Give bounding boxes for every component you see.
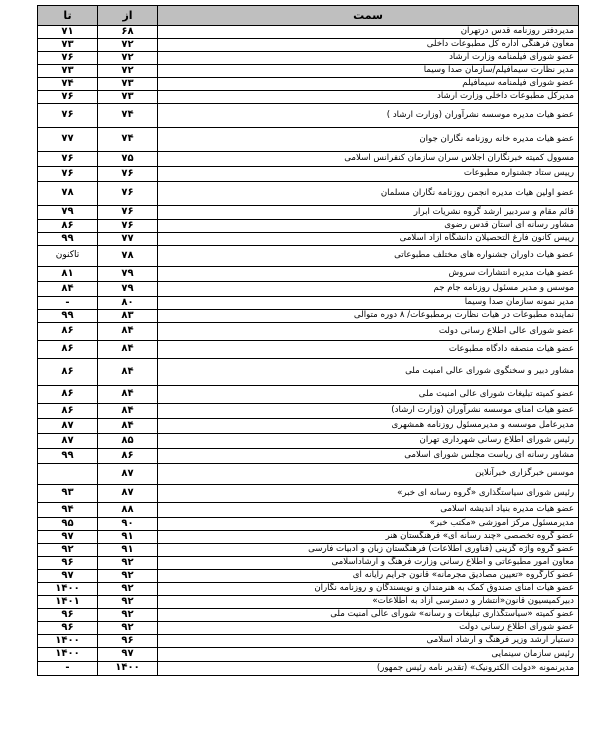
position-title: عضو هیات مدیره خانه روزنامه نگاران جوان: [158, 128, 579, 152]
position-title: موسس خبرگزاری خبرآنلاین: [158, 464, 579, 485]
to-year: ۷۴: [38, 78, 98, 91]
position-title: مسوول کمیته خبرنگاران اجلاس سران سازمان کنفرانس اسلامی: [158, 152, 579, 167]
position-title: دبیرکمیسیون قانون«انتشار و دسترسی آزاد به اطلاعات»: [158, 596, 579, 609]
position-title: مدیرنمونه «دولت الکترونیک» (تقدیر نامه رئیس جمهور): [158, 662, 579, 676]
from-year: ۷۲: [98, 39, 158, 52]
from-year: ۷۸: [98, 246, 158, 267]
table-row: [38, 648, 579, 662]
to-year: ۷۳: [38, 39, 98, 52]
position-title: عضو هیات امنای موسسه نشرآوران (وزارت ارشاد): [158, 404, 579, 419]
from-year: ۸۳: [98, 310, 158, 323]
to-year: ۸۷: [38, 419, 98, 434]
position-title: مشاور دبیر و سخنگوی شورای عالی امنیت ملی: [158, 359, 579, 386]
from-year: ۹۲: [98, 557, 158, 570]
position-title: رئیس شورای سیاستگذاری «گروه رسانه ای خبر»: [158, 485, 579, 503]
table-row: [38, 570, 579, 583]
table-row: [38, 518, 579, 531]
from-year: ۷۵: [98, 152, 158, 167]
table-row: [38, 323, 579, 341]
position-title: رییس کانون فارغ التحصیلان دانشگاه آزاد اسلامی: [158, 233, 579, 246]
to-year: ۹۹: [38, 233, 98, 246]
from-year: ۷۴: [98, 128, 158, 152]
table-row: [38, 220, 579, 233]
to-year: ۷۷: [38, 128, 98, 152]
position-title: مدیر نمونه سازمان صدا وسیما: [158, 297, 579, 310]
to-year: ۱۴۰۰: [38, 583, 98, 596]
table-row: [38, 596, 579, 609]
to-year: ۷۸: [38, 182, 98, 206]
table-row: [38, 503, 579, 518]
from-year: ۸۸: [98, 503, 158, 518]
table-row: [38, 182, 579, 206]
to-year: ۷۶: [38, 152, 98, 167]
table-row: [38, 206, 579, 220]
table-row: [38, 297, 579, 310]
position-title: مشاور رسانه ای آستان قدس رضوی: [158, 220, 579, 233]
position-title: مدیرمسئول مرکز آموزشی «مکتب خبر»: [158, 518, 579, 531]
position-title: مدیرعامل موسسه و مدیرمسئول روزنامه همشهری: [158, 419, 579, 434]
from-year: ۷۶: [98, 182, 158, 206]
from-year: ۸۴: [98, 341, 158, 359]
from-year: ۶۸: [98, 26, 158, 39]
from-year: ۹۲: [98, 570, 158, 583]
position-title: مدیرکل مطبوعات داخلی وزارت ارشاد: [158, 91, 579, 104]
table-row: [38, 341, 579, 359]
table-row: [38, 65, 579, 78]
position-title: عضو گروه تخصصی «چند رسانه ای» فرهنگستان هنر: [158, 531, 579, 544]
from-year: ۷۴: [98, 104, 158, 128]
position-title: مدیر نظارت سیمافیلم/سازمان صدا وسیما: [158, 65, 579, 78]
from-year: ۸۷: [98, 485, 158, 503]
positions-table: [37, 5, 579, 676]
table-row: [38, 635, 579, 648]
from-year: ۸۰: [98, 297, 158, 310]
header-from: از: [98, 6, 158, 26]
position-title: رئیس سازمان سینمایی: [158, 648, 579, 662]
position-title: موسس و مدیر مسئول روزنامه جام جم: [158, 282, 579, 297]
to-year: ۹۹: [38, 449, 98, 464]
from-year: ۷۶: [98, 206, 158, 220]
position-title: مدیردفتر روزنامه قدس درتهران: [158, 26, 579, 39]
position-title: رئیس شورای اطلاع رسانی شهرداری تهران: [158, 434, 579, 449]
header-row: [38, 6, 579, 26]
to-year: [38, 464, 98, 485]
table-row: [38, 544, 579, 557]
from-year: ۹۱: [98, 531, 158, 544]
to-year: ۸۱: [38, 267, 98, 282]
table-row: [38, 449, 579, 464]
table-row: [38, 26, 579, 39]
from-year: ۷۶: [98, 167, 158, 182]
to-year: ۹۴: [38, 503, 98, 518]
to-year: ۸۴: [38, 282, 98, 297]
table-header: [38, 6, 579, 26]
to-year: ۸۶: [38, 323, 98, 341]
table-row: [38, 128, 579, 152]
header-to: تا: [38, 6, 98, 26]
to-year: ۱۴۰۰: [38, 648, 98, 662]
to-year: ۸۶: [38, 386, 98, 404]
table-row: [38, 359, 579, 386]
to-year: ۹۶: [38, 557, 98, 570]
to-year: ۱۴۰۱: [38, 596, 98, 609]
from-year: ۸۴: [98, 386, 158, 404]
from-year: ۷۷: [98, 233, 158, 246]
to-year: ۹۲: [38, 544, 98, 557]
from-year: ۷۹: [98, 282, 158, 297]
from-year: ۷۳: [98, 78, 158, 91]
position-title: عضو گروه واژه گزینی (فناوری اطلاعات) فرهنگستان زبان و ادبیات فارسی: [158, 544, 579, 557]
to-year: -: [38, 297, 98, 310]
table-row: [38, 152, 579, 167]
position-title: عضو هیات مدیره موسسه نشرآوران (وزارت ارشاد ): [158, 104, 579, 128]
position-title: معاون امور مطبوعاتی و اطلاع رسانی وزارت فرهنگ و ارشاداسلامی: [158, 557, 579, 570]
position-title: عضو کارگروه «تعیین مصادیق مجرمانه» قانون جرایم رایانه ای: [158, 570, 579, 583]
from-year: ۸۴: [98, 419, 158, 434]
to-year: ۸۶: [38, 220, 98, 233]
table-row: [38, 583, 579, 596]
table-row: [38, 419, 579, 434]
from-year: ۹۷: [98, 648, 158, 662]
from-year: ۷۹: [98, 267, 158, 282]
position-title: قائم مقام و سردبیر ارشد گروه نشریات ابرار: [158, 206, 579, 220]
from-year: ۷۲: [98, 52, 158, 65]
to-year: ۹۳: [38, 485, 98, 503]
position-title: عضو شورای فیلمنامه سیمافیلم: [158, 78, 579, 91]
position-title: نماینده مطبوعات در هیات نظارت برمطبوعات/ ۸ دوره متوالی: [158, 310, 579, 323]
position-title: عضو کمیته تبلیغات شورای عالی امنیت ملی: [158, 386, 579, 404]
table-row: [38, 310, 579, 323]
from-year: ۸۴: [98, 323, 158, 341]
from-year: ۷۶: [98, 220, 158, 233]
to-year: -: [38, 662, 98, 676]
from-year: ۸۴: [98, 359, 158, 386]
position-title: رییس ستاد جشنواره مطبوعات: [158, 167, 579, 182]
table-row: [38, 167, 579, 182]
position-title: عضو اولین هیات مدیره انجمن روزنامه نگاران مسلمان: [158, 182, 579, 206]
table-row: [38, 52, 579, 65]
position-title: دستیار ارشد وزیر فرهنگ و ارشاد اسلامی: [158, 635, 579, 648]
table-row: [38, 104, 579, 128]
position-title: عضو هیات امنای صندوق کمک به هنرمندان و نویسندگان و روزنامه نگاران: [158, 583, 579, 596]
table-row: [38, 78, 579, 91]
position-title: عضو هیات مدیره بنیاد اندیشه اسلامی: [158, 503, 579, 518]
table-row: [38, 622, 579, 635]
to-year: ۸۶: [38, 341, 98, 359]
to-year: ۷۶: [38, 91, 98, 104]
from-year: ۸۵: [98, 434, 158, 449]
table-row: [38, 531, 579, 544]
to-year: ۹۶: [38, 622, 98, 635]
to-year: ۷۶: [38, 52, 98, 65]
position-title: عضو شورای عالی اطلاع رسانی دولت: [158, 323, 579, 341]
position-title: عضو کمیته «سیاستگذاری تبلیغات و رسانه» شورای عالی امنیت ملی: [158, 609, 579, 622]
position-title: معاون فرهنگی اداره کل مطبوعات داخلی: [158, 39, 579, 52]
table-row: [38, 404, 579, 419]
table-row: [38, 557, 579, 570]
to-year: ۷۶: [38, 104, 98, 128]
from-year: ۷۳: [98, 91, 158, 104]
table-row: [38, 246, 579, 267]
to-year: ۹۹: [38, 310, 98, 323]
from-year: ۹۰: [98, 518, 158, 531]
from-year: ۸۴: [98, 404, 158, 419]
to-year: ۹۶: [38, 609, 98, 622]
table-row: [38, 39, 579, 52]
table-row: [38, 464, 579, 485]
position-title: عضو شورای اطلاع رسانی دولت: [158, 622, 579, 635]
from-year: ۹۲: [98, 596, 158, 609]
table-row: [38, 485, 579, 503]
to-year: ۸۶: [38, 359, 98, 386]
to-year: ۹۷: [38, 570, 98, 583]
table-row: [38, 91, 579, 104]
from-year: ۸۶: [98, 449, 158, 464]
from-year: ۱۴۰۰: [98, 662, 158, 676]
table-row: [38, 386, 579, 404]
position-title: عضو هیات منصفه دادگاه مطبوعات: [158, 341, 579, 359]
from-year: ۹۲: [98, 583, 158, 596]
from-year: ۹۲: [98, 609, 158, 622]
table-body: [38, 26, 579, 676]
header-title: سمت: [158, 6, 579, 26]
to-year: ۸۷: [38, 434, 98, 449]
position-title: عضو هیات مدیره انتشارات سروش: [158, 267, 579, 282]
to-year: ۹۵: [38, 518, 98, 531]
to-year: ۱۴۰۰: [38, 635, 98, 648]
table-row: [38, 609, 579, 622]
position-title: عضو هیات داوران جشنواره های مختلف مطبوعاتی: [158, 246, 579, 267]
to-year: ۹۷: [38, 531, 98, 544]
from-year: ۹۶: [98, 635, 158, 648]
table-row: [38, 434, 579, 449]
from-year: ۷۲: [98, 65, 158, 78]
table-row: [38, 267, 579, 282]
to-year: تاکنون: [38, 246, 98, 267]
from-year: ۹۲: [98, 622, 158, 635]
position-title: عضو شورای فیلمنامه وزارت ارشاد: [158, 52, 579, 65]
position-title: مشاور رسانه ای ریاست مجلس شورای اسلامی: [158, 449, 579, 464]
to-year: ۸۶: [38, 404, 98, 419]
table-row: [38, 662, 579, 676]
to-year: ۷۱: [38, 26, 98, 39]
from-year: ۸۷: [98, 464, 158, 485]
to-year: ۷۳: [38, 65, 98, 78]
to-year: ۷۹: [38, 206, 98, 220]
from-year: ۹۱: [98, 544, 158, 557]
table-row: [38, 233, 579, 246]
to-year: ۷۶: [38, 167, 98, 182]
table-row: [38, 282, 579, 297]
